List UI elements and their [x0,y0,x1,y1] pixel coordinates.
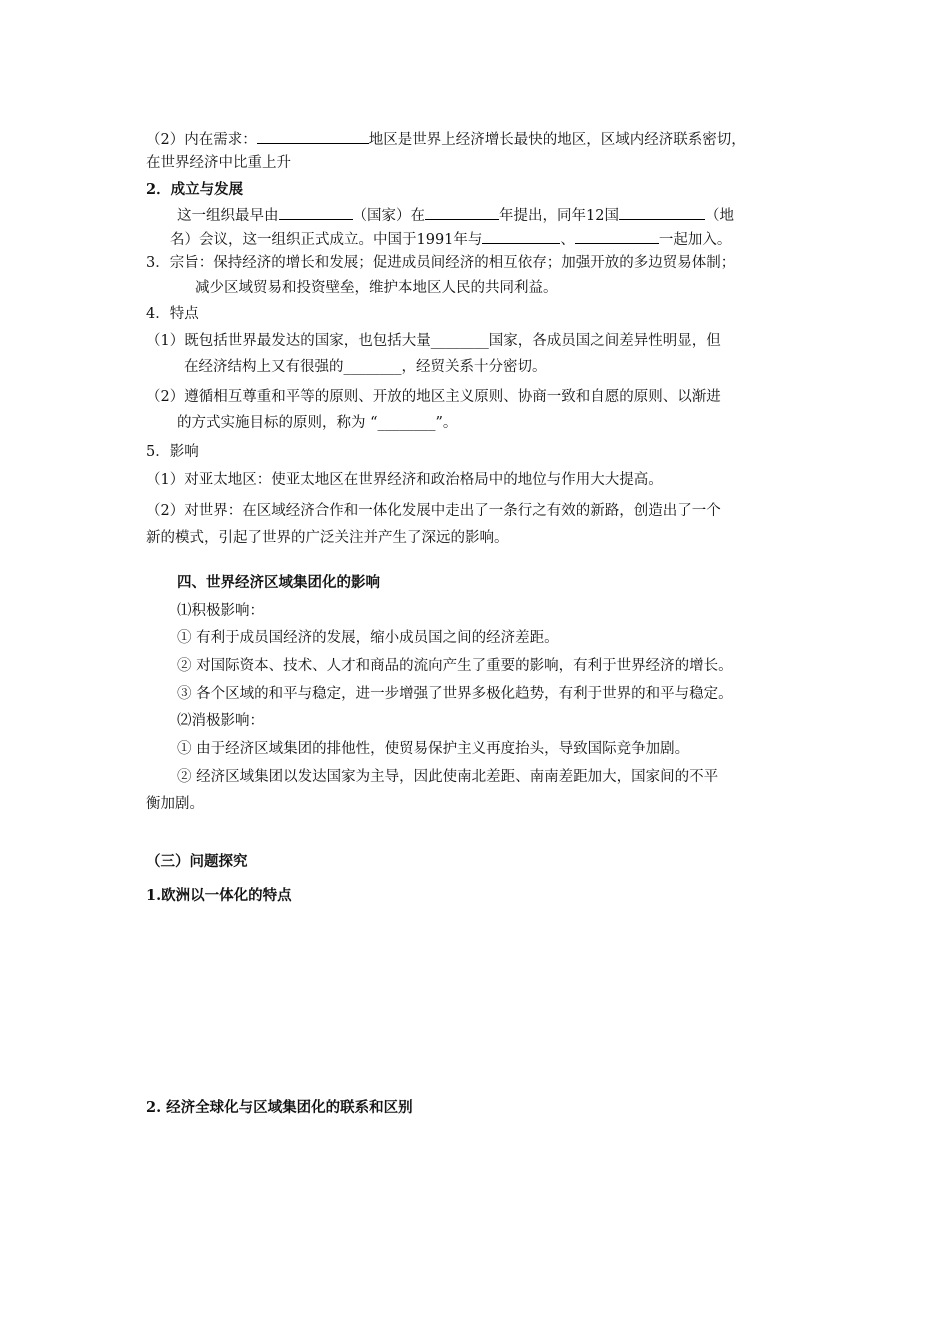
blank-country[interactable] [279,204,353,220]
founding-text-a: 这一组织最早由 [177,208,279,224]
impact-world-line-2: 新的模式，引起了世界的广泛关注并产生了深远的影响。 [146,530,509,546]
positive-heading: ⑴积极影响： [177,603,264,619]
question-2: 2. 经济全球化与区域集团化的联系和区别 [146,1099,413,1116]
blank-member-2[interactable] [575,228,659,244]
impact-world-line-1: （2）对世界：在区域经济合作和一体化发展中走出了一条行之有效的新路，创造出了一个 [146,503,721,519]
positive-item-1: ① 有利于成员国经济的发展，缩小成员国之间的经济差距。 [177,630,559,646]
inner-demand-text: 地区是世界上经济增长最快的地区，区域内经济联系密切， [368,132,746,148]
explore-heading: （三）问题探究 [146,853,248,870]
impact-asia-pacific: （1）对亚太地区：使亚太地区在世界经济和政治格局中的地位与作用大大提高。 [146,472,663,488]
founding-line-2 [170,228,731,250]
founding-line-1 [177,204,734,226]
part4-heading: 四、世界经济区域集团化的影响 [177,574,380,591]
founding-sep: 、 [560,232,575,248]
negative-heading: ⑵消极影响： [177,713,264,729]
section-heading-founding: 2．成立与发展 [146,181,244,198]
founding-text-c: 年提出，同年12国 [499,208,619,224]
positive-item-3: ③ 各个区域的和平与稳定，进一步增强了世界多极化趋势，有利于世界的和平与稳定。 [177,686,733,702]
founding-text-f: 一起加入。 [658,232,732,248]
features-2-line-2: 的方式实施目标的原则，称为 “________”。 [177,415,458,431]
features-2-line-1: （2）遵循相互尊重和平等的原则、开放的地区主义原则、协商一致和自愿的原则、以渐进 [146,389,721,405]
question-1: 1.欧洲以一体化的特点 [146,887,292,904]
features-1-line-1: （1）既包括世界最发达的国家，也包括大量________国家，各成员国之间差异性明显，但 [146,333,721,349]
blank-member-1[interactable] [482,228,560,244]
blank-year[interactable] [425,204,499,220]
negative-item-2-line-1: ② 经济区域集团以发达国家为主导，因此使南北差距、南南差距加大，国家间的不平 [177,769,719,785]
section-heading-features: 4．特点 [146,306,199,322]
blank-region[interactable] [257,128,369,144]
founding-text-d: （地 [704,208,734,224]
purpose-line-1: 3．宗旨：保持经济的增长和发展；促进成员间经济的相互依存；加强开放的多边贸易体制； [146,255,736,271]
section-heading-impact: 5．影响 [146,444,199,460]
inner-demand-line [146,128,746,150]
features-1-line-2: 在经济结构上又有很强的________，经贸关系十分密切。 [184,359,547,375]
positive-item-2: ② 对国际资本、技术、人才和商品的流向产生了重要的影响，有利于世界经济的增长。 [177,658,733,674]
inner-demand-prefix: （2）内在需求： [146,132,257,148]
founding-text-e: 名）会议，这一组织正式成立。中国于1991年与 [170,232,483,248]
negative-item-1: ① 由于经济区域集团的排他性，使贸易保护主义再度抬头，导致国际竞争加剧。 [177,741,690,757]
negative-item-2-line-2: 衡加剧。 [146,796,204,812]
blank-place[interactable] [619,204,705,220]
purpose-line-2: 减少区域贸易和投资壁垒，维护本地区人民的共同利益。 [195,280,558,296]
inner-demand-line-2: 在世界经济中比重上升 [146,155,291,171]
founding-text-b: （国家）在 [352,208,425,224]
